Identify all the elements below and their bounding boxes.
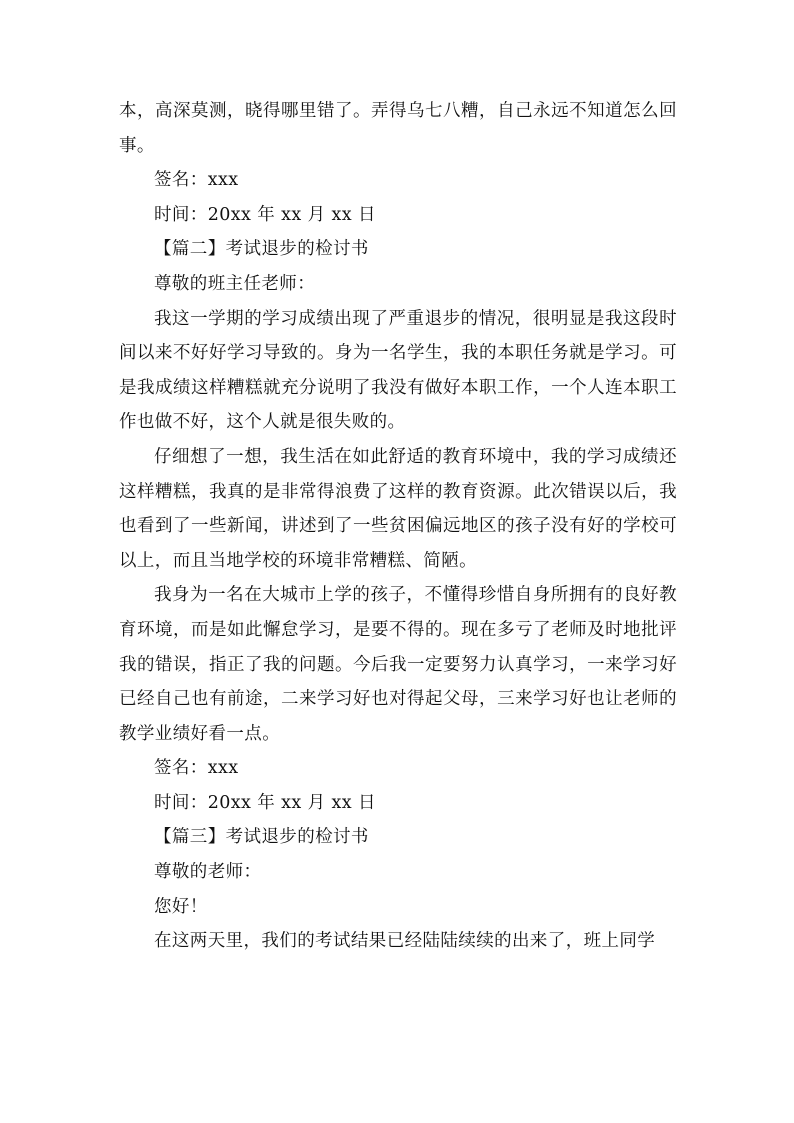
body-paragraph: 我身为一名在大城市上学的孩子，不懂得珍惜自身所拥有的良好教育环境，而是如此懈怠学习，是要不得的。现在多亏了老师及时地批评我的错误，指正了我的问题。今后我一定要努力认真学习，一来学习好已经自己也有前途，二来学习好也对得起父母，三来学习好也让老师的教学业绩好看一点。	[119, 585, 677, 744]
body-paragraph: 仔细想了一想，我生活在如此舒适的教育环境中，我的学习成绩还这样糟糕，我真的是非常得浪费了这样的教育资源。此次错误以后，我也看到了一些新闻，讲述到了一些贫困偏远地区的孩子没有好的学校可以上，而且当地学校的环境非常糟糕、简陋。	[119, 446, 677, 571]
continuation-paragraph: 本，高深莫测，晓得哪里错了。弄得乌七八糟，自己永远不知道怎么回事。	[119, 101, 677, 156]
salutation: 尊敬的班主任老师：	[154, 273, 316, 294]
signature-line: 签名：xxx	[154, 170, 239, 191]
section-heading-3: 【篇三】考试退步的检讨书	[154, 827, 369, 848]
body-paragraph: 我这一学期的学习成绩出现了严重退步的情况，很明显是我这段时间以来不好好学习导致的。身为一名学生，我的本职任务就是学习。可是我成绩这样糟糕就充分说明了我没有做好本职工作，一个人连本职工作也做不好，这个人就是很失败的。	[119, 308, 677, 433]
body-paragraph: 在这两天里，我们的考试结果已经陆陆续续的出来了，班上同学	[154, 931, 656, 952]
greeting: 您好！	[154, 896, 208, 917]
section-heading-2: 【篇二】考试退步的检讨书	[154, 239, 369, 260]
date-line: 时间：20xx 年 xx 月 xx 日	[154, 204, 376, 225]
signature-line: 签名：xxx	[154, 758, 239, 779]
document-body	[119, 94, 677, 959]
salutation: 尊敬的老师：	[154, 862, 262, 883]
date-line: 时间：20xx 年 xx 月 xx 日	[154, 792, 376, 813]
